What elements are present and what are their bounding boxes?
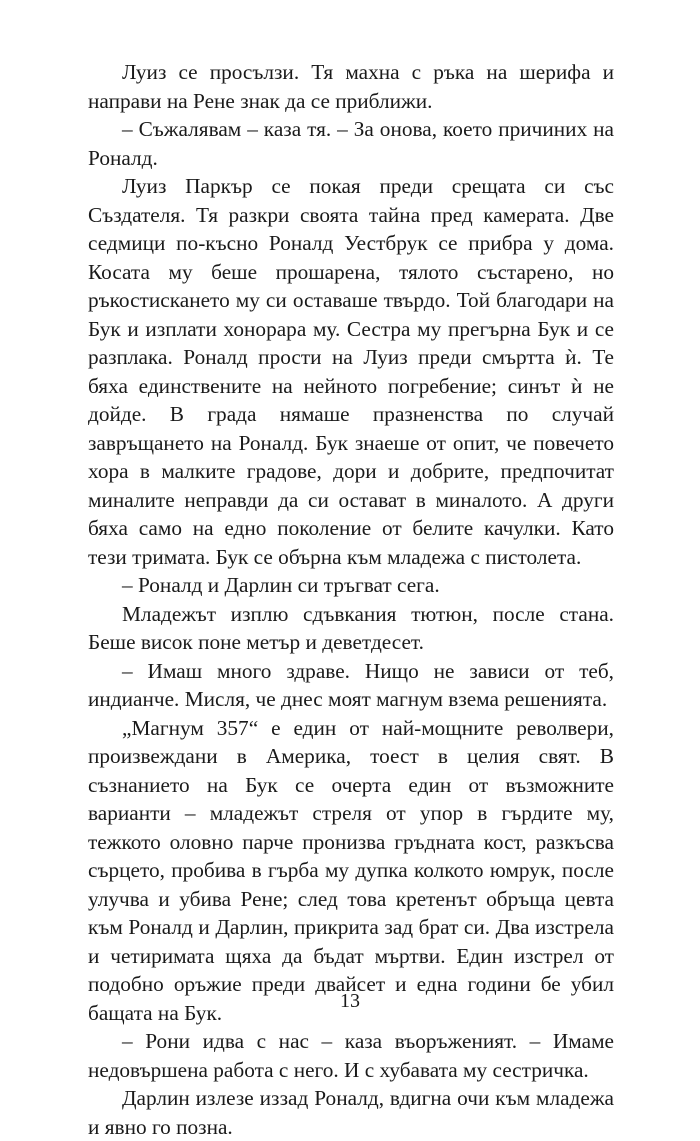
paragraph: – Рони идва с нас – каза въоръженият. – Имаме недовършена работа с него. И с хубавата му сестричка.: [88, 1029, 614, 1082]
page-number: 13: [340, 990, 360, 1012]
paragraph: Луиз се просълзи. Тя махна с ръка на шерифа и направи на Рене знак да се приближи.: [88, 60, 614, 113]
page-body: [88, 58, 614, 1141]
paragraph: – Роналд и Дарлин си тръгват сега.: [122, 573, 440, 597]
paragraph: – Съжалявам – каза тя. – За онова, което причиних на Роналд.: [88, 117, 614, 170]
paragraph: – Имаш много здраве. Нищо не зависи от теб, индианче. Мисля, че днес моят магнум взема решенията.: [88, 658, 614, 711]
paragraph: Дарлин излезе иззад Роналд, вдигна очи към младежа и явно го позна.: [88, 1086, 614, 1139]
paragraph: Луиз Паркър се покая преди срещата си със Създателя. Тя разкри своята тайна пред камерата. Две седмици по-късно Роналд Уестбрук се прибра у дома. Косата му беше прошарена, тялото състарено, но ръкостискането му си оставаше твърдо. Той благодари на Бук и изплати хонорара му. Сестра му прегърна Бук и се разплака. Роналд прости на Луиз преди смъртта ѝ. Те бяха единствените на нейното погребение; синът ѝ не дойде. В града нямаше празненства по случай завръщането на Роналд. Бук знаеше от опит, че повечето хора в малките градове, дори и добрите, предпочитат миналите неправди да си остават в миналото. А други бяха само на едно поколение от белите качулки. Като тези тримата. Бук се обърна към младежа с пистолета.: [88, 174, 614, 569]
paragraph: Младежът изплю сдъвкания тютюн, после стана. Беше висок поне метър и деветдесет.: [88, 601, 614, 654]
paragraph: „Магнум 357“ е един от най-мощните револвери, произвеждани в Америка, тоест в целия свят. В съзнанието на Бук се очерта един от възможните варианти – младежът стреля от упор в гърдите му, тежкото оловно парче пронизва гръдната кост, разкъсва сърцето, пробива в гърба му дупка колкото юмрук, после улучва и убива Рене; след това кретенът обръща цевта към Роналд и Дарлин, прикрита зад брат си. Два изстрела и четиримата щяха да бъдат мъртви. Един изстрел от подобно оръжие преди двайсет и една години бе убил бащата на Бук.: [88, 715, 614, 1025]
